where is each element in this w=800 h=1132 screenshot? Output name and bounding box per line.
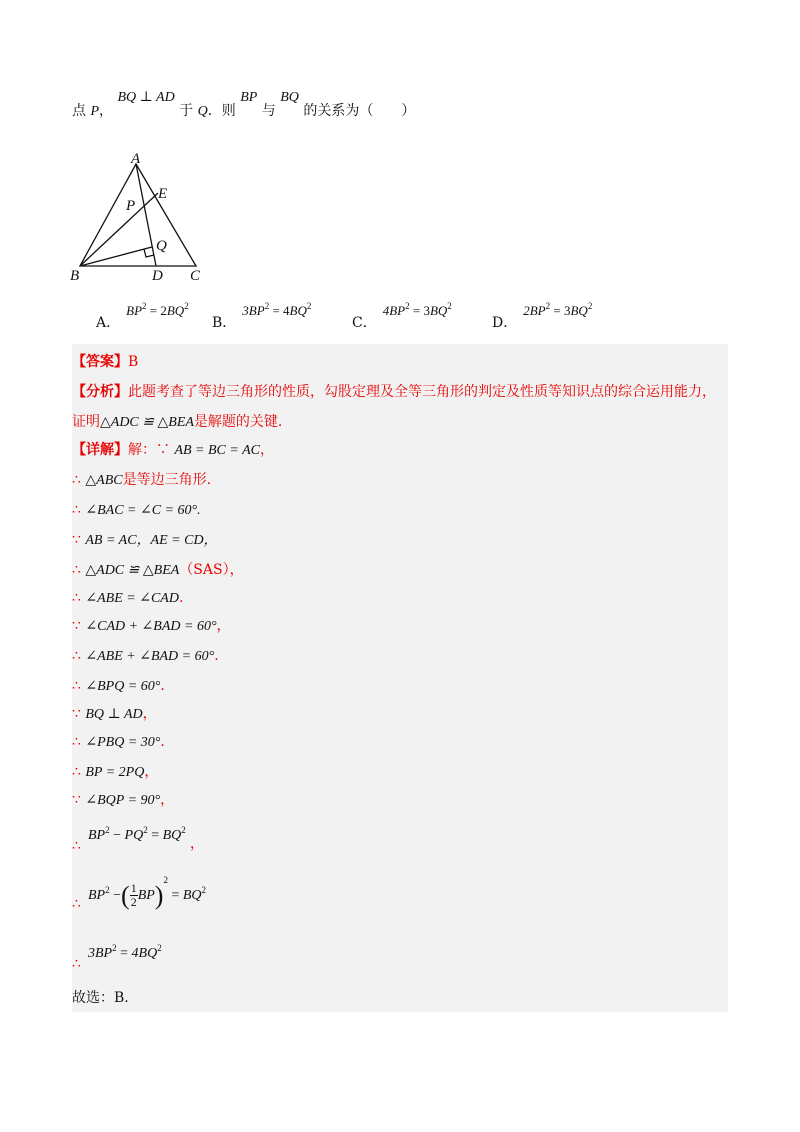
analysis-row — [72, 382, 716, 402]
question-suffix: 的关系为（ ） — [303, 103, 416, 119]
pythagoras-expression: $BP^2 - PQ^2 = BQ^2$ — [88, 825, 186, 843]
question-line — [72, 90, 416, 130]
option-a[interactable] — [96, 300, 189, 331]
bq-term: BQ — [280, 90, 299, 105]
conclusion: 故选：B. — [72, 990, 129, 1006]
answer-value: B — [128, 354, 139, 370]
point-q: Q — [197, 104, 208, 119]
question-then: ．则 — [207, 103, 236, 119]
label-p: P — [126, 198, 136, 214]
answer-row — [72, 352, 138, 372]
step-row: ∵ ∠CAD + ∠BAD = 60°， — [72, 618, 231, 634]
step-row: ∴ △ADC ≌ △BEA（SAS）， — [72, 562, 244, 578]
label-c: C — [190, 268, 201, 284]
bp-term: BP — [240, 90, 258, 105]
detail-tag: 【详解】 — [72, 442, 128, 458]
analysis-text: 证明 — [72, 414, 100, 430]
step-row: ∴ ∠PBQ = 30°. — [72, 734, 165, 750]
detail-intro: 解： — [128, 442, 156, 458]
triangle-figure — [68, 150, 218, 286]
step-math: AB = BC = AC — [174, 443, 260, 458]
point-p: P — [90, 104, 100, 119]
analysis-tag: 【分析】 — [72, 384, 128, 400]
option-expression: $4BP^2 = 3BQ^2$ — [382, 301, 452, 318]
because-symbol: ∵ — [156, 442, 170, 458]
step-row: ∵ BQ ⊥ AD， — [72, 706, 157, 722]
question-prefix: 点 — [72, 103, 86, 119]
option-expression: $BP^2 = 2BQ^2$ — [126, 301, 189, 318]
option-expression: $3BP^2 = 4BQ^2$ — [242, 301, 312, 318]
half-substitution-expression: $BP^2$ −( $\frac{1}{2}BP)^2 = BQ^2$ — [88, 875, 207, 910]
question-comma: ， — [99, 103, 114, 119]
option-label: A． — [96, 315, 121, 331]
label-b: B — [70, 268, 80, 284]
analysis-text: 是解题的关键. — [193, 414, 283, 430]
question-at: 于 — [179, 103, 194, 119]
analysis-math: △ADC ≌ △BEA — [100, 415, 194, 430]
step-row: ∴ BP = 2PQ， — [72, 764, 159, 780]
option-c[interactable] — [352, 300, 452, 331]
therefore-symbol: ∴ — [72, 896, 81, 912]
analysis-row-2 — [72, 412, 282, 433]
step-row: ∵ ∠BQP = 90°， — [72, 792, 175, 808]
answer-tag: 【答案】 — [72, 354, 128, 370]
step-row: ∵ AB = AC，AE = CD， — [72, 532, 218, 548]
analysis-text: 此题考查了等边三角形的性质，勾股定理及全等三角形的判定及性质等知识点的综合运用能力， — [128, 384, 716, 400]
fraction-half: $\frac{1}{2}$ — [130, 881, 137, 910]
step-row: ∴ △ABC是等边三角形. — [72, 472, 212, 488]
option-label: B． — [212, 315, 237, 331]
step-row: ∴ ∠ABE + ∠BAD = 60°. — [72, 648, 219, 664]
step-tail: ， — [190, 836, 204, 852]
label-e: E — [158, 186, 168, 202]
label-a: A — [131, 151, 141, 167]
option-d[interactable] — [492, 300, 593, 331]
step-row: ∴ ∠ABE = ∠CAD. — [72, 590, 184, 606]
therefore-symbol: ∴ — [72, 838, 81, 854]
label-d: D — [152, 268, 163, 284]
step-row: ∴ ∠BPQ = 60°. — [72, 678, 165, 694]
solution-panel — [72, 344, 728, 1012]
detail-row — [72, 440, 274, 461]
perp-expression: BQ ⊥ AD — [117, 90, 175, 105]
option-label: D． — [492, 315, 518, 331]
step-tail: ， — [259, 442, 274, 458]
label-q: Q — [156, 238, 167, 254]
option-expression: $2BP^2 = 3BQ^2$ — [523, 301, 593, 318]
option-label: C． — [352, 315, 377, 331]
therefore-symbol: ∴ — [72, 956, 81, 972]
question-and: 与 — [261, 103, 276, 119]
step-row: ∴ ∠BAC = ∠C = 60°. — [72, 502, 201, 518]
option-b[interactable] — [212, 300, 312, 331]
final-expression: $3BP^2 = 4BQ^2$ — [88, 943, 162, 961]
